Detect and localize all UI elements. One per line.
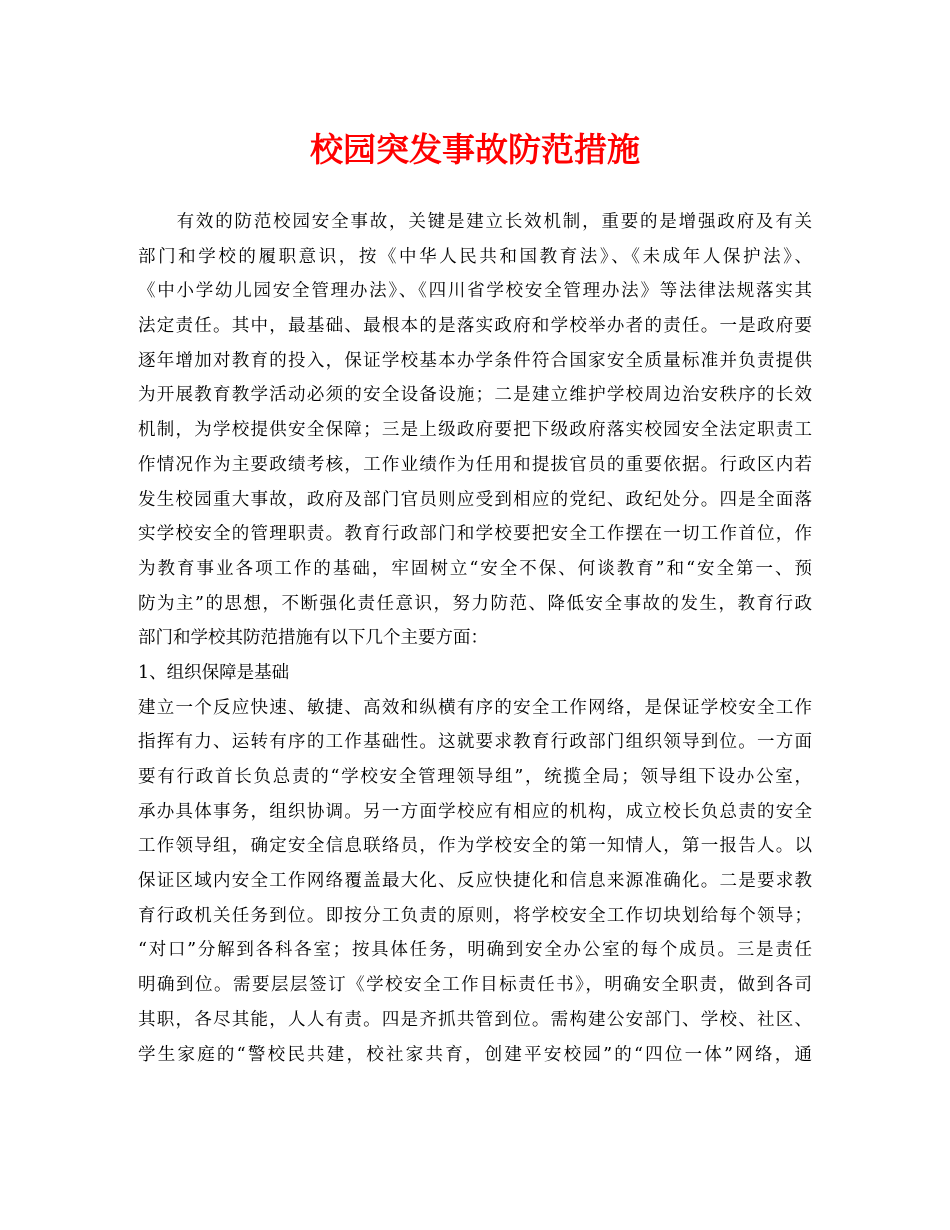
text-line: 《中小学幼儿园安全管理办法》、《四川省学校安全管理办法》等法律法规落实其 — [138, 281, 812, 302]
text-line: 学生家庭的“警校民共建，校社家共育，创建平安校园”的“四位一体”网络，通 — [138, 1044, 812, 1065]
document-body — [138, 205, 812, 1072]
text-line: 建立一个反应快速、敏捷、高效和纵横有序的安全工作网络，是保证学校安全工作 — [138, 697, 812, 718]
text-line: 承办具体事务，组织协调。另一方面学校应有相应的机构，成立校长负总责的安全 — [138, 801, 812, 822]
text-line: 逐年增加对教育的投入，保证学校基本办学条件符合国家安全质量标准并负责提供 — [138, 350, 812, 371]
text-line: 部门和学校其防范措施有以下几个主要方面： — [138, 628, 488, 649]
text-line: 作情况作为主要政绩考核，工作业绩作为任用和提拔官员的重要依据。行政区内若 — [138, 454, 812, 475]
text-line: 要有行政首长负总责的“学校安全管理领导组”，统揽全局；领导组下设办公室， — [138, 767, 812, 787]
text-line: 为开展教育教学活动必须的安全设备设施；二是建立维护学校周边治安秩序的长效 — [138, 385, 812, 406]
text-line: 工作领导组，确定安全信息联络员，作为学校安全的第一知情人，第一报告人。以 — [138, 836, 812, 857]
text-line: 育行政机关任务到位。即按分工负责的原则，将学校安全工作切块划给每个领导； — [138, 905, 812, 926]
text-line: 为教育事业各项工作的基础，牢固树立“安全不保、何谈教育”和“安全第一、预 — [138, 558, 812, 579]
text-line: 其职，各尽其能，人人有责。四是齐抓共管到位。需构建公安部门、学校、社区、 — [138, 1009, 812, 1030]
document-title: 校园突发事故防范措施 — [310, 130, 640, 169]
text-line: 发生校园重大事故，政府及部门官员则应受到相应的党纪、政纪处分。四是全面落 — [138, 489, 812, 510]
text-line: 法定责任。其中，最基础、最根本的是落实政府和学校举办者的责任。一是政府要 — [138, 316, 812, 337]
text-line: 明确到位。需要层层签订《学校安全工作目标责任书》，明确安全职责，做到各司 — [138, 975, 812, 996]
text-line: 指挥有力、运转有序的工作基础性。这就要求教育行政部门组织领导到位。一方面 — [138, 732, 812, 753]
text-line: “对口”分解到各科各室；按具体任务，明确到安全办公室的每个成员。三是责任 — [138, 940, 812, 961]
text-line: 部门和学校的履职意识，按《中华人民共和国教育法》、《未成年人保护法》、 — [138, 246, 812, 267]
text-line: 机制，为学校提供安全保障；三是上级政府要把下级政府落实校园安全法定职责工 — [138, 420, 812, 441]
section-heading: 1、组织保障是基础 — [138, 662, 290, 683]
text-line: 保证区域内安全工作网络覆盖最大化、反应快捷化和信息来源准确化。二是要求教 — [138, 871, 812, 892]
text-line: 防为主”的思想，不断强化责任意识，努力防范、降低安全事故的发生，教育行政 — [138, 593, 812, 614]
text-line: 实学校安全的管理职责。教育行政部门和学校要把安全工作摆在一切工作首位，作 — [138, 524, 812, 545]
text-line: 有效的防范校园安全事故，关键是建立长效机制，重要的是增强政府及有关 — [138, 212, 812, 232]
